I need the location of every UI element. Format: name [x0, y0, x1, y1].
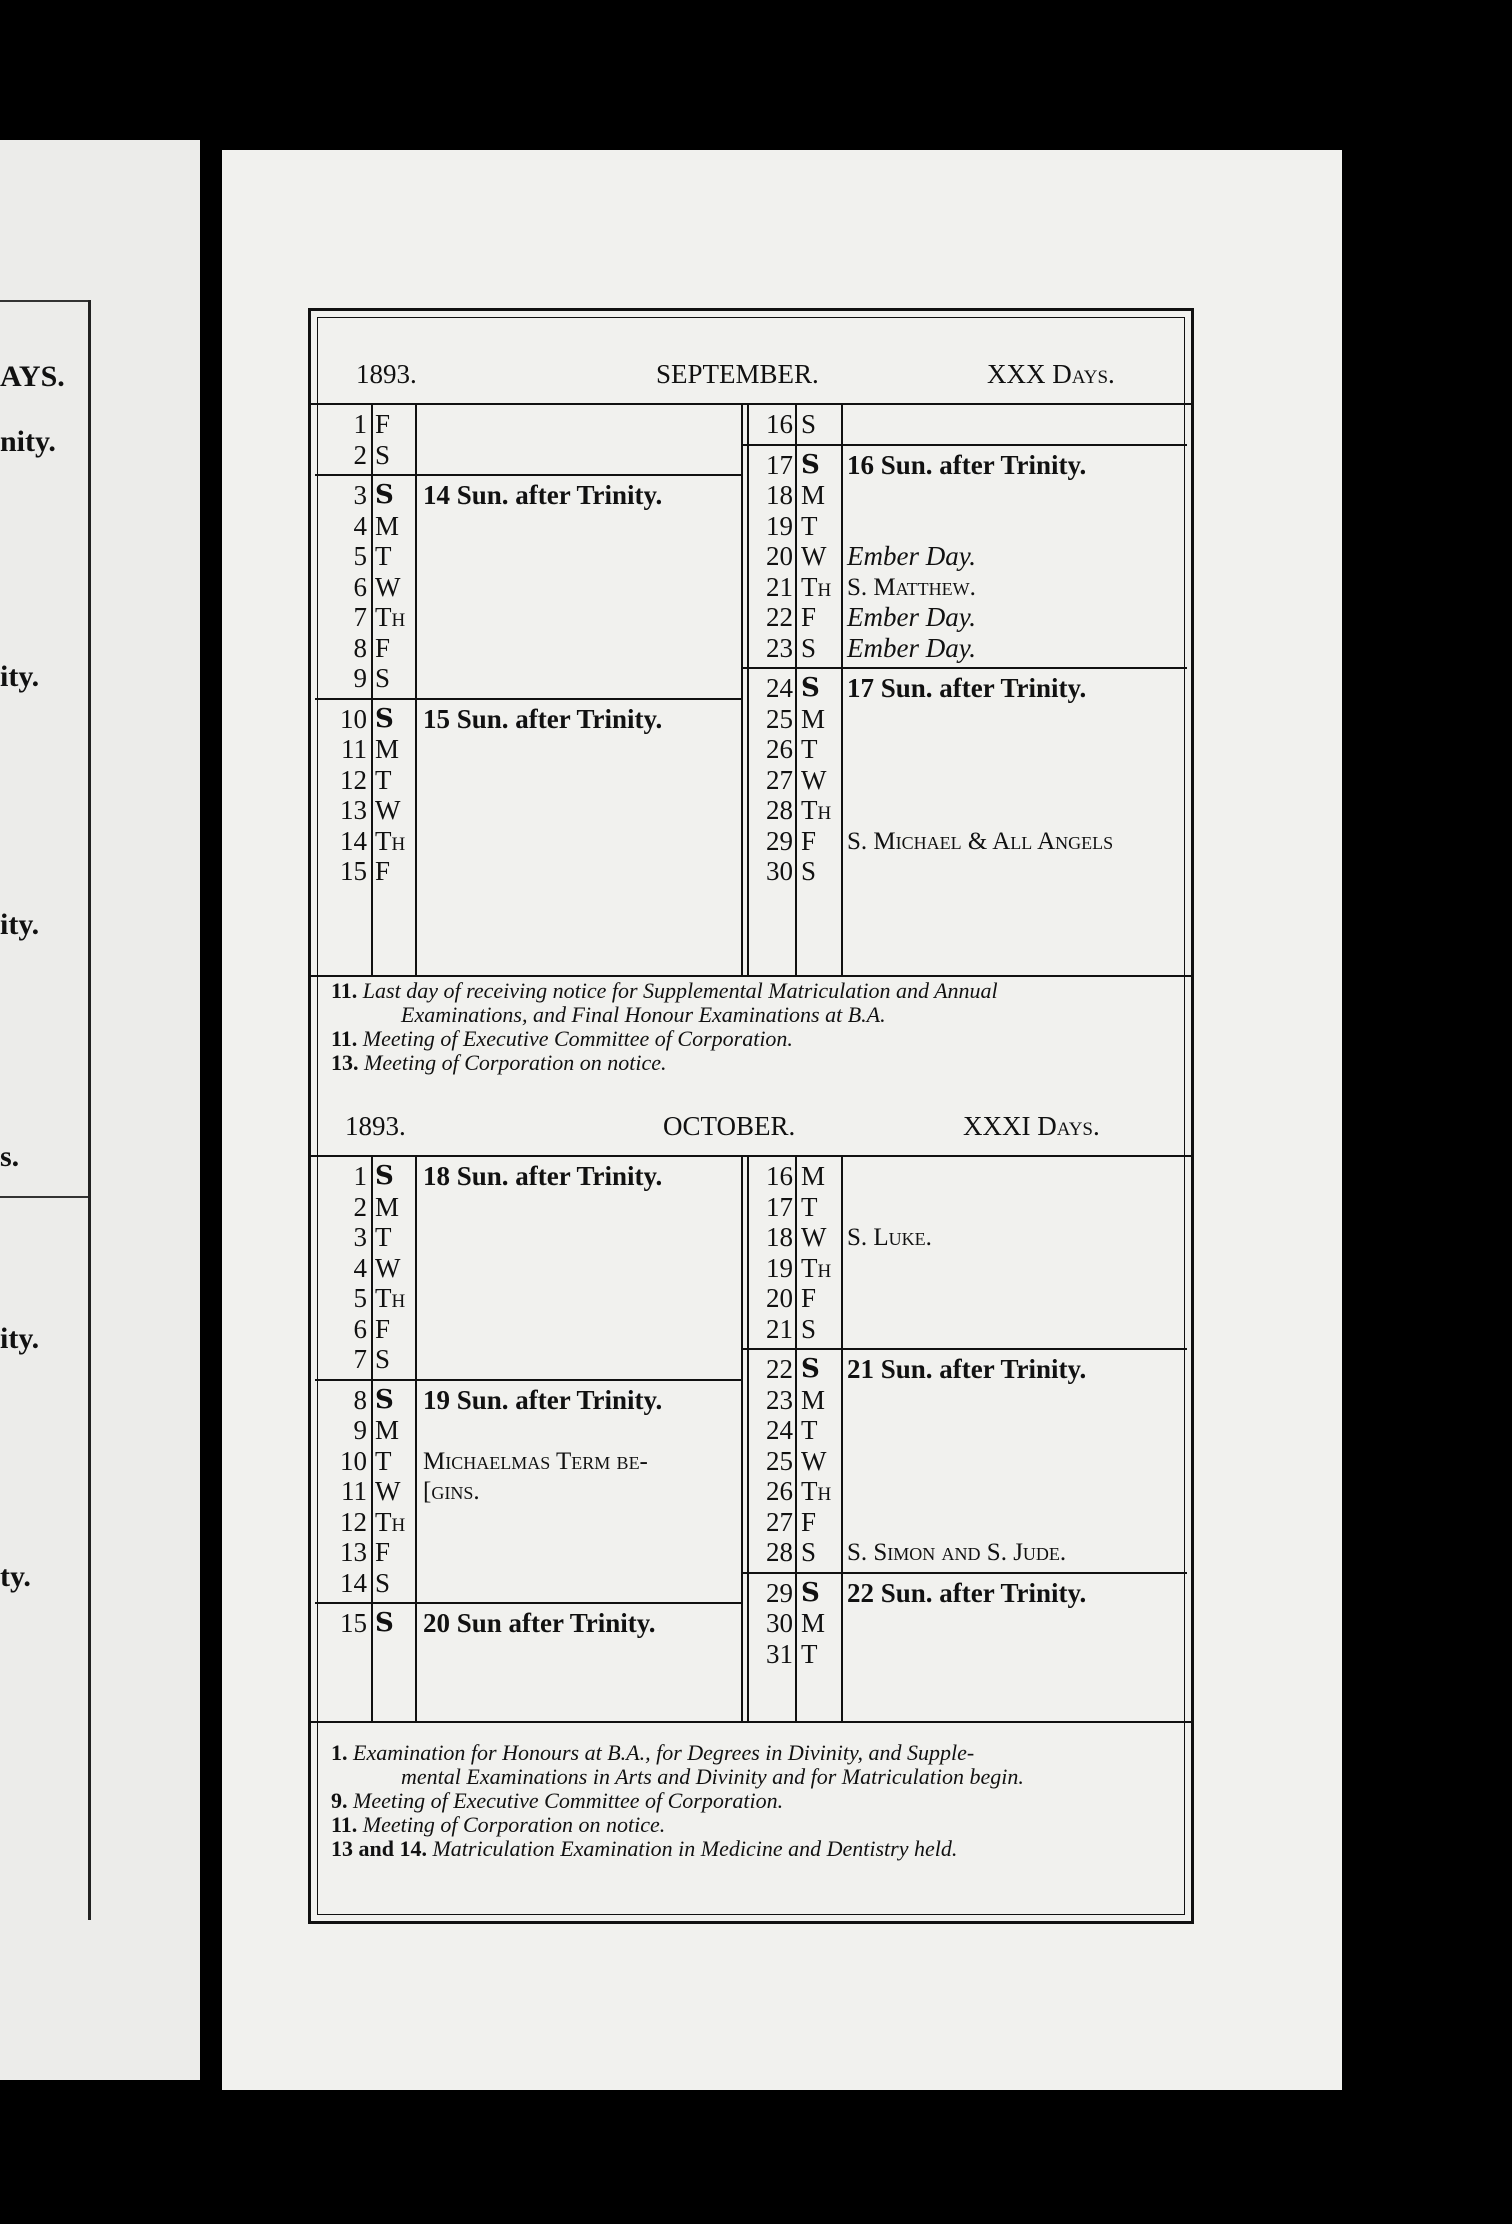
- october-weekday: S: [375, 1344, 391, 1374]
- october-day-number: 28: [766, 1537, 793, 1567]
- october-day-number: 19: [766, 1252, 793, 1283]
- october-note: [331, 1837, 1171, 1861]
- september-day-number: 8: [353, 632, 367, 663]
- october-weekday: W: [375, 1252, 401, 1283]
- september-day-number: 26: [766, 734, 793, 764]
- october-weekday: M: [375, 1415, 400, 1445]
- october-header: [311, 1111, 1191, 1151]
- table-rule: [841, 1155, 843, 1721]
- september-weekday: T: [375, 764, 392, 795]
- october-weekday: F: [375, 1313, 391, 1344]
- september-note: [331, 1051, 1171, 1075]
- september-note: [331, 979, 1171, 1003]
- september-day-number: 25: [766, 703, 793, 734]
- left-fragment: ity.: [0, 660, 40, 693]
- october-day-number: 9: [353, 1415, 367, 1445]
- october-day-number: 20: [766, 1283, 793, 1313]
- september-day-number: 16: [766, 409, 793, 439]
- october-weekday: Th: [801, 1252, 832, 1283]
- september-weekday: M: [801, 703, 826, 734]
- september-day-number: 18: [766, 480, 793, 510]
- september-weekday: W: [801, 541, 827, 571]
- note-text: Examination for Honours at B.A., for Degrees in Divinity, and Supple-: [353, 1740, 975, 1765]
- october-day-number: 16: [766, 1161, 793, 1191]
- october-day-number: 23: [766, 1384, 793, 1415]
- october-weekday: W: [801, 1445, 827, 1476]
- september-day-number: 28: [766, 795, 793, 825]
- october-note: [331, 1813, 1171, 1837]
- september-weekday: S: [801, 449, 820, 480]
- september-weekday: S: [375, 480, 394, 510]
- september-day-number: 23: [766, 632, 793, 663]
- table-rule: [741, 1572, 1187, 1574]
- september-observance: S. Michael & All Angels: [847, 827, 1114, 855]
- note-text: Last day of receiving notice for Supplemental Matriculation and Annual: [362, 978, 998, 1003]
- october-day-number: 3: [353, 1222, 367, 1252]
- left-page-rule: [88, 300, 91, 1920]
- table-rule: [741, 667, 1187, 669]
- october-observance: [gins.: [423, 1478, 480, 1505]
- september-weekday: Th: [375, 825, 406, 856]
- table-rule: [795, 403, 797, 975]
- october-day-number: 31: [766, 1638, 793, 1669]
- october-weekday: S: [801, 1313, 817, 1344]
- september-days-count: XXX Days.: [987, 359, 1115, 389]
- table-rule: [415, 403, 417, 975]
- september-weekday: W: [801, 764, 827, 795]
- october-day-number: 1: [353, 1161, 367, 1191]
- october-weekday: M: [801, 1384, 826, 1415]
- october-day-number: 21: [766, 1313, 793, 1344]
- left-fragment: ity.: [0, 1322, 40, 1355]
- october-day-number: 12: [340, 1506, 367, 1537]
- october-weekday: T: [801, 1638, 818, 1669]
- september-notes: [331, 979, 1171, 1075]
- october-weekday: W: [375, 1476, 401, 1506]
- table-rule: [371, 1155, 373, 1721]
- october-title: OCTOBER.: [663, 1111, 796, 1141]
- note-text: Matriculation Examination in Medicine and Dentistry held.: [432, 1836, 958, 1861]
- october-day-number: 6: [353, 1313, 367, 1344]
- note-number: 1.: [331, 1740, 353, 1765]
- september-day-number: 29: [766, 825, 793, 856]
- note-number: 11.: [331, 978, 363, 1003]
- table-rule: [311, 1721, 1191, 1723]
- october-observance: S. Luke.: [847, 1224, 932, 1251]
- september-weekday: W: [375, 571, 401, 602]
- left-fragment: AYS.: [0, 360, 65, 393]
- september-day-number: 17: [766, 449, 793, 480]
- october-weekday: S: [375, 1567, 391, 1598]
- october-weekday: T: [801, 1415, 818, 1445]
- table-rule: [315, 698, 741, 700]
- september-observance: 14 Sun. after Trinity.: [423, 480, 663, 510]
- september-note: [331, 1027, 1171, 1051]
- note-text: Meeting of Corporation on notice.: [362, 1812, 666, 1837]
- table-rule: [795, 1155, 797, 1721]
- september-day-number: 20: [766, 541, 793, 571]
- october-weekday: W: [801, 1222, 827, 1252]
- september-day-number: 2: [353, 439, 367, 470]
- table-rule: [371, 403, 373, 975]
- september-weekday: Th: [375, 602, 406, 632]
- october-weekday: Th: [375, 1283, 406, 1313]
- september-weekday: M: [801, 480, 826, 510]
- left-fragment: ity.: [0, 908, 40, 941]
- september-weekday: F: [801, 602, 817, 632]
- october-day-number: 2: [353, 1191, 367, 1222]
- october-observance: Michaelmas Term be-: [423, 1447, 648, 1475]
- october-day-number: 18: [766, 1222, 793, 1252]
- october-observance: S. Simon and S. Jude.: [847, 1539, 1067, 1566]
- left-page-hrule: [0, 300, 88, 302]
- september-day-number: 5: [353, 541, 367, 571]
- october-weekday: S: [801, 1537, 817, 1567]
- october-day-number: 7: [353, 1344, 367, 1374]
- september-year: 1893.: [356, 359, 417, 389]
- october-notes: [331, 1741, 1171, 1861]
- september-day-number: 22: [766, 602, 793, 632]
- september-day-number: 19: [766, 510, 793, 541]
- october-observance: 21 Sun. after Trinity.: [847, 1354, 1087, 1384]
- table-rule: [741, 1348, 1187, 1350]
- october-weekday: F: [801, 1283, 817, 1313]
- note-number: 13 and 14.: [331, 1836, 433, 1861]
- september-day-number: 10: [340, 703, 367, 734]
- october-weekday: S: [375, 1608, 394, 1638]
- october-weekday: Th: [375, 1506, 406, 1537]
- calendar-frame: [308, 308, 1194, 1924]
- october-observance: 19 Sun. after Trinity.: [423, 1384, 663, 1415]
- left-page-hrule: [0, 1196, 88, 1198]
- september-weekday: S: [801, 856, 817, 886]
- october-day-number: 13: [340, 1537, 367, 1567]
- september-day-number: 7: [353, 602, 367, 632]
- note-number: 9.: [331, 1788, 353, 1813]
- october-weekday: T: [801, 1191, 818, 1222]
- september-day-number: 9: [353, 663, 367, 693]
- october-observance: 22 Sun. after Trinity.: [847, 1577, 1087, 1608]
- september-weekday: S: [375, 703, 394, 734]
- september-observance: 16 Sun. after Trinity.: [847, 449, 1087, 480]
- october-weekday: M: [375, 1191, 400, 1222]
- note-number: 13.: [331, 1050, 364, 1075]
- september-day-number: 21: [766, 571, 793, 602]
- october-day-number: 27: [766, 1506, 793, 1537]
- september-weekday: S: [801, 632, 817, 663]
- note-text: Meeting of Executive Committee of Corporation.: [362, 1026, 793, 1051]
- september-day-number: 12: [340, 764, 367, 795]
- october-day-number: 11: [341, 1476, 367, 1506]
- october-day-number: 30: [766, 1608, 793, 1638]
- table-rule: [741, 444, 1187, 446]
- note-text: Meeting of Corporation on notice.: [364, 1050, 667, 1075]
- table-rule: [315, 474, 741, 476]
- september-observance: Ember Day.: [847, 632, 976, 663]
- september-weekday: F: [375, 409, 391, 439]
- table-rule: [741, 1155, 743, 1721]
- october-day-number: 25: [766, 1445, 793, 1476]
- september-weekday: S: [801, 409, 817, 439]
- october-weekday: F: [375, 1537, 391, 1567]
- september-weekday: Th: [801, 795, 832, 825]
- october-weekday: S: [375, 1384, 394, 1415]
- september-day-number: 14: [340, 825, 367, 856]
- september-day-number: 15: [340, 856, 367, 886]
- table-rule: [315, 1602, 741, 1604]
- note-text: Examinations, and Final Honour Examinations at B.A.: [401, 1002, 886, 1027]
- note-text: Meeting of Executive Committee of Corporation.: [353, 1788, 784, 1813]
- october-weekday: S: [801, 1577, 820, 1608]
- september-observance: Ember Day.: [847, 602, 976, 632]
- table-rule: [311, 403, 1191, 405]
- september-weekday: S: [801, 673, 820, 703]
- table-rule: [741, 403, 743, 975]
- october-year: 1893.: [345, 1111, 406, 1141]
- october-weekday: F: [801, 1506, 817, 1537]
- october-observance: 18 Sun. after Trinity.: [423, 1161, 663, 1191]
- october-day-number: 24: [766, 1415, 793, 1445]
- october-note: [331, 1741, 1171, 1765]
- september-day-number: 4: [353, 510, 367, 541]
- october-note: [331, 1789, 1171, 1813]
- september-day-number: 24: [766, 673, 793, 703]
- october-day-number: 26: [766, 1476, 793, 1506]
- october-weekday: Th: [801, 1476, 832, 1506]
- table-rule: [311, 1155, 1191, 1157]
- october-days-count: XXXI Days.: [963, 1111, 1100, 1141]
- table-rule: [415, 1155, 417, 1721]
- september-observance: Ember Day.: [847, 541, 976, 571]
- september-observance: 15 Sun. after Trinity.: [423, 703, 663, 734]
- september-weekday: F: [801, 825, 817, 856]
- september-note: [331, 1003, 1171, 1027]
- october-day-number: 15: [340, 1608, 367, 1638]
- september-weekday: T: [375, 541, 392, 571]
- september-weekday: S: [375, 663, 391, 693]
- note-number: 11.: [331, 1812, 363, 1837]
- september-weekday: T: [801, 510, 818, 541]
- october-day-number: 14: [340, 1567, 367, 1598]
- october-observance: 20 Sun after Trinity.: [423, 1608, 656, 1638]
- september-header: [311, 359, 1191, 399]
- october-weekday: S: [801, 1354, 820, 1384]
- september-weekday: T: [801, 734, 818, 764]
- october-day-number: 29: [766, 1577, 793, 1608]
- october-day-number: 10: [340, 1445, 367, 1476]
- table-rule: [315, 1379, 741, 1381]
- left-fragment: s.: [0, 1140, 20, 1173]
- october-weekday: S: [375, 1161, 394, 1191]
- october-weekday: T: [375, 1222, 392, 1252]
- october-day-number: 8: [353, 1384, 367, 1415]
- september-weekday: F: [375, 632, 391, 663]
- september-day-number: 30: [766, 856, 793, 886]
- september-title: SEPTEMBER.: [656, 359, 819, 389]
- table-rule: [311, 975, 1191, 977]
- october-weekday: M: [801, 1161, 826, 1191]
- september-day-number: 27: [766, 764, 793, 795]
- left-page-edge: [0, 140, 200, 2080]
- september-weekday: W: [375, 795, 401, 825]
- note-text: mental Examinations in Arts and Divinity and for Matriculation begin.: [401, 1764, 1024, 1789]
- october-day-number: 22: [766, 1354, 793, 1384]
- september-day-number: 11: [341, 734, 367, 764]
- september-observance: S. Matthew.: [847, 573, 976, 601]
- october-weekday: T: [375, 1445, 392, 1476]
- september-weekday: M: [375, 734, 400, 764]
- september-weekday: S: [375, 439, 391, 470]
- note-number: 11.: [331, 1026, 363, 1051]
- september-weekday: M: [375, 510, 400, 541]
- october-day-number: 17: [766, 1191, 793, 1222]
- left-fragment: nity.: [0, 425, 56, 458]
- table-rule: [841, 403, 843, 975]
- left-fragment: ty.: [0, 1560, 31, 1593]
- september-day-number: 3: [353, 480, 367, 510]
- october-day-number: 4: [353, 1252, 367, 1283]
- september-day-number: 6: [353, 571, 367, 602]
- october-day-number: 5: [353, 1283, 367, 1313]
- september-weekday: F: [375, 856, 391, 886]
- september-day-number: 13: [340, 795, 367, 825]
- october-note: [331, 1765, 1171, 1789]
- september-observance: 17 Sun. after Trinity.: [847, 673, 1087, 703]
- september-weekday: Th: [801, 571, 832, 602]
- october-weekday: M: [801, 1608, 826, 1638]
- september-day-number: 1: [353, 409, 367, 439]
